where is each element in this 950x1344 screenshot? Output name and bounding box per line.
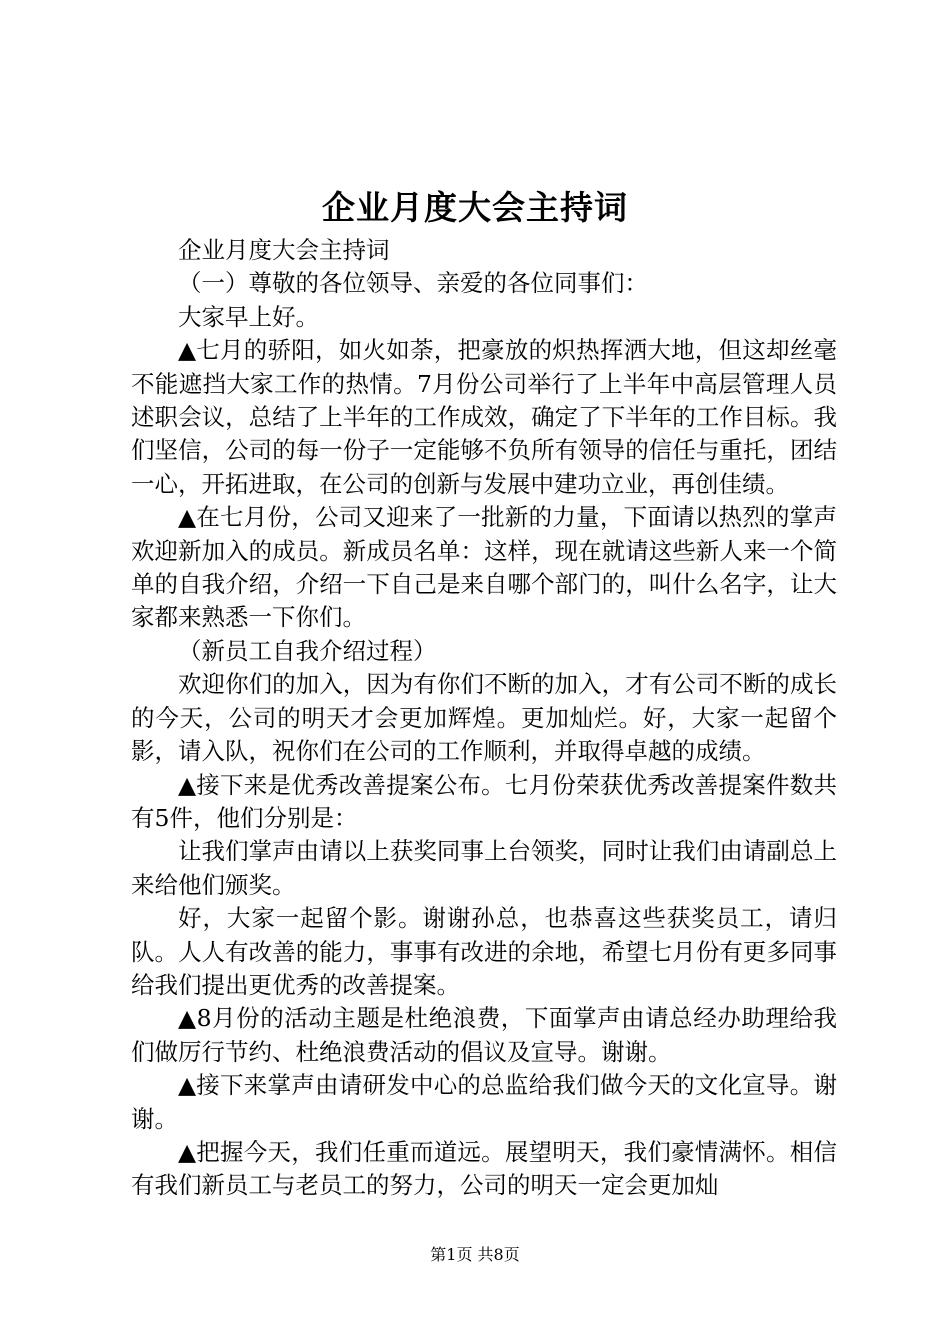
paragraph: ▲在七月份，公司又迎来了一批新的力量，下面请以热烈的掌声欢迎新加入的成员。新成员名单：这样，现在就请这些新人来一个简单的自我介绍，介绍一下自己是来自哪个部门的，叫什么名字，让大家都来熟悉一下你们。 <box>131 503 837 632</box>
paragraph: ▲接下来掌声由请研发中心的总监给我们做今天的文化宣导。谢谢。 <box>131 1071 837 1133</box>
paragraph: （新员工自我介绍过程） <box>178 636 437 665</box>
paragraph: ▲把握今天，我们任重而道远。展望明天，我们豪情满怀。相信有我们新员工与老员工的努力，公司的明天一定会更加灿 <box>131 1137 837 1200</box>
document-title: 企业月度大会主持词 <box>322 188 628 227</box>
paragraph: 让我们掌声由请以上获奖同事上台领奖，同时让我们由请副总上来给他们颁奖。 <box>131 837 837 899</box>
paragraph: ▲七月的骄阳，如火如荼，把豪放的炽热挥洒大地，但这却丝毫不能遮挡大家工作的热情。7月份公司举行了上半年中高层管理人员述职会议，总结了上半年的工作成效，确定了下半年的工作目标。我们坚信，公司的每一份子一定能够不负所有领导的信任与重托，团结一心，开拓进取，在公司的创新与发展中建功立业，再创佳绩。 <box>131 336 837 498</box>
paragraph: ▲8月份的活动主题是杜绝浪费，下面掌声由请总经办助理给我们做厉行节约、杜绝浪费活动的倡议及宣导。谢谢。 <box>131 1004 837 1066</box>
paragraph: （一）尊敬的各位领导、亲爱的各位同事们： <box>178 269 648 298</box>
document-body <box>131 234 837 1203</box>
paragraph: ▲接下来是优秀改善提案公布。七月份荣获优秀改善提案件数共有5件，他们分别是： <box>131 770 837 832</box>
paragraph: 好，大家一起留个影。谢谢孙总，也恭喜这些获奖员工，请归队。人人有改善的能力，事事有改进的余地，希望七月份有更多同事给我们提出更优秀的改善提案。 <box>131 904 837 999</box>
page-number-footer: 第1页 共8页 <box>430 1245 520 1264</box>
paragraph: 企业月度大会主持词 <box>178 236 390 264</box>
paragraph: 欢迎你们的加入，因为有你们不断的加入，才有公司不断的成长的今天，公司的明天才会更加辉煌。更加灿烂。好，大家一起留个影，请入队，祝你们在公司的工作顺利，并取得卓越的成绩。 <box>131 670 837 766</box>
paragraph: 大家早上好。 <box>178 302 319 331</box>
